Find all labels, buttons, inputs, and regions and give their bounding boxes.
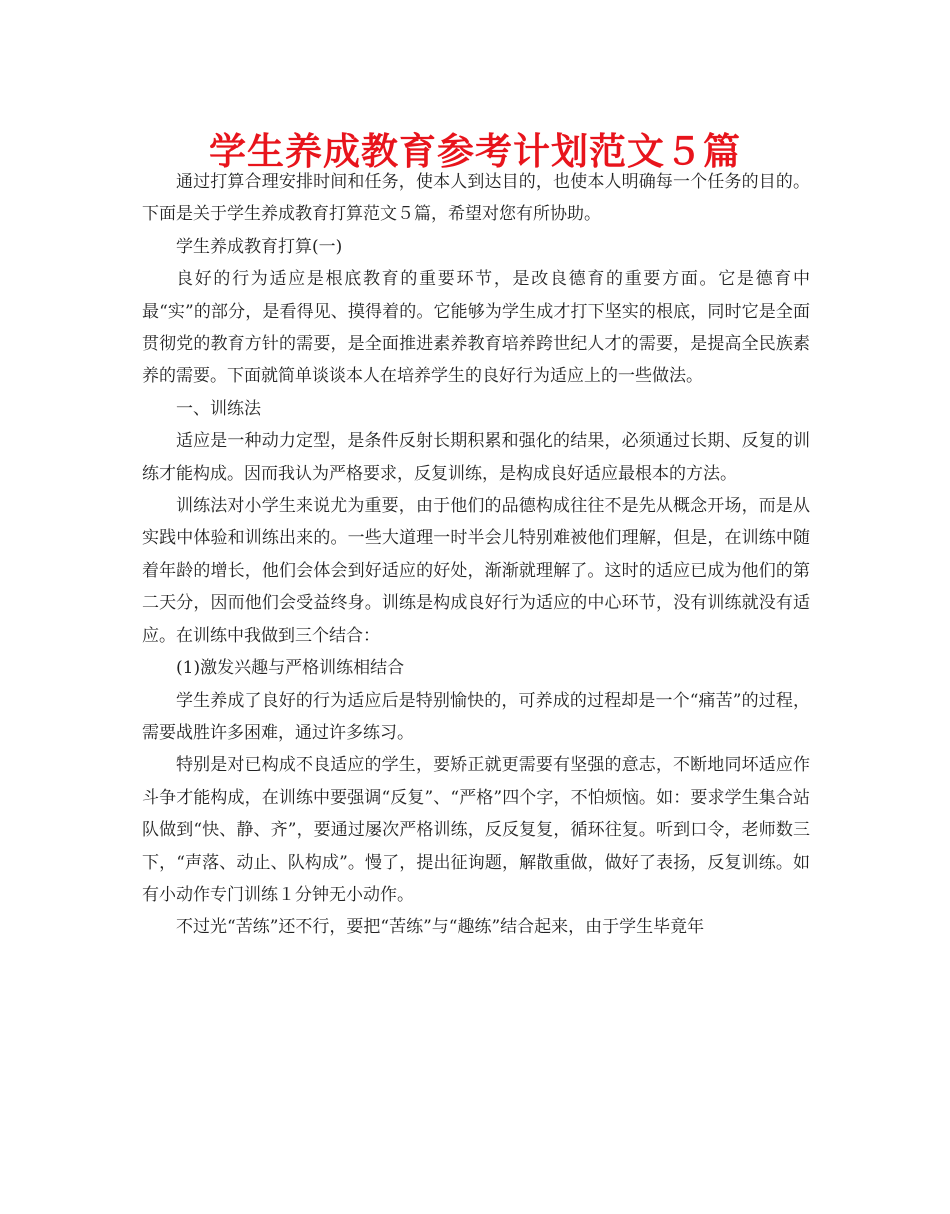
document-title: 学生养成教育参考计划范文５篇 [209, 130, 741, 173]
paragraph: 特别是对已构成不良适应的学生，要矫正就更需要有坚强的意志，不断地同坏适应作斗争才能构成，在训练中要强调“反复”、“严格”四个字，不怕烦恼。如：要求学生集合站队做到“快、静、齐”，要通过屡次严格训练，反反复复，循环往复。听到口令，老师数三下，“声落、动止、队构成”。慢了，提出征询题，解散重做，做好了表扬，反复训练。如有小动作专门训练１分钟无小动作。 [142, 755, 810, 905]
paragraph: 学生养成了良好的行为适应后是特别愉快的，可养成的过程却是一个“痛苦”的过程，需要战胜许多困难，通过许多练习。 [142, 690, 810, 743]
subsection-heading: (1)激发兴趣与严格训练相结合 [176, 658, 405, 679]
paragraph: 不过光“苦练”还不行，要把“苦练”与“趣练”结合起来，由于学生毕竟年 [176, 917, 705, 938]
section-heading: 一、训练法 [176, 398, 261, 419]
paragraph: 适应是一种动力定型，是条件反射长期积累和强化的结果，必须通过长期、反复的训练才能构成。因而我认为严格要求，反复训练，是构成良好适应最根本的方法。 [142, 431, 810, 484]
paragraph: 通过打算合理安排时间和任务，使本人到达目的，也使本人明确每一个任务的目的。下面是关于学生养成教育打算范文５篇，希望对您有所协助。 [142, 172, 810, 225]
section-heading: 学生养成教育打算(一) [176, 236, 343, 257]
paragraph: 良好的行为适应是根底教育的重要环节，是改良德育的重要方面。它是德育中最“实”的部分，是看得见、摸得着的。它能够为学生成才打下坚实的根底，同时它是全面贯彻党的教育方针的需要，是全面推进素养教育培养跨世纪人才的需要，是提高全民族素养的需要。下面就简单谈谈本人在培养学生的良好行为适应上的一些做法。 [142, 269, 810, 387]
document-body [142, 166, 810, 944]
paragraph: 训练法对小学生来说尤为重要，由于他们的品德构成往往不是先从概念开场，而是从实践中体验和训练出来的。一些大道理一时半会儿特别难被他们理解，但是，在训练中随着年龄的增长，他们会体会到好适应的好处，渐渐就理解了。这时的适应已成为他们的第二天分，因而他们会受益终身。训练是构成良好行为适应的中心环节，没有训练就没有适应。在训练中我做到三个结合： [142, 496, 810, 646]
